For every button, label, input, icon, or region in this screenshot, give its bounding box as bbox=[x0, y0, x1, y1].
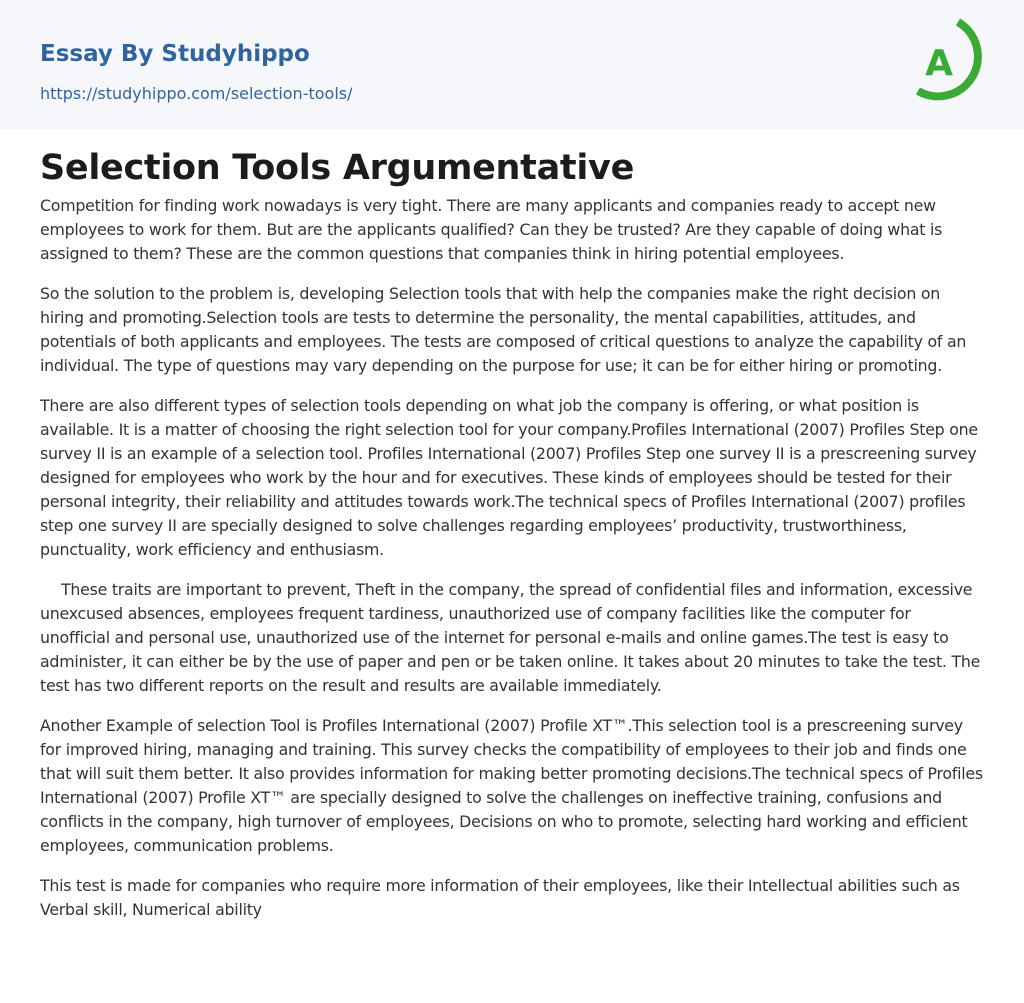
studyhippo-logo-icon[interactable] bbox=[910, 17, 988, 107]
essay-paragraph: Competition for finding work nowadays is very tight. There are many applicants and companies ready to accept new employees to work for them. But are the applicants qualified? Can they be trusted? Are they capable of doing what is assigned to them? These are the common questions that companies think in hiring potential employees. bbox=[40, 196, 943, 263]
essay-paragraph: So the solution to the problem is, developing Selection tools that with help the companies make the right decision on hiring and promoting.Selection tools are tests to determine the personality, the mental capabilities, attitudes, and potentials of both applicants and employees. The tests are composed of critical questions to analyze the capability of an individual. The type of questions may vary depending on the purpose for use; it can be for either hiring or promoting. bbox=[40, 284, 967, 375]
site-title: Essay By Studyhippo bbox=[40, 41, 310, 67]
essay-paragraph: This test is made for companies who require more information of their employees, like their Intellectual abilities such as Verbal skill, Numerical ability bbox=[40, 876, 960, 919]
essay-paragraph: Another Example of selection Tool is Profiles International (2007) Profile XT™.This selection tool is a prescreening survey for improved hiring, managing and training. This survey checks the compatibility of employees to their job and finds one that will suit them better. It also provides information for making better promoting decisions.The technical specs of Profiles International (2007) Profile XT™ are specially designed to solve the challenges on ineffective training, confusions and conflicts in the company, high turnover of employees, Decisions on who to promote, selecting hard working and efficient employees, communication problems. bbox=[40, 716, 983, 855]
essay-paragraph: These traits are important to prevent, Theft in the company, the spread of confidential files and information, excessive unexcused absences, employees frequent tardiness, unauthorized use of company facilities like the computer for unofficial and personal use, unauthorized use of the internet for personal e-mails and online games.The test is easy to administer, it can either be by the use of paper and pen or be taken online. It takes about 20 minutes to take the test. The test has two different reports on the result and results are available immediately. bbox=[40, 580, 981, 695]
essay-paragraph: There are also different types of selection tools depending on what job the company is offering, or what position is available. It is a matter of choosing the right selection tool for your company.Profiles International (2007) Profiles Step one survey II is an example of a selection tool. Profiles International (2007) Profiles Step one survey II is a prescreening survey designed for employees who work by the hour and for executives. These kinds of employees should be tested for their personal integrity, their reliability and attitudes towards work.The technical specs of Profiles International (2007) profiles step one survey II are specially designed to solve challenges regarding employees’ productivity, trustworthiness, punctuality, work efficiency and enthusiasm. bbox=[40, 396, 978, 559]
essay-title: Selection Tools Argumentative bbox=[40, 148, 635, 188]
essay-content bbox=[40, 144, 984, 922]
logo-letter: A bbox=[925, 43, 953, 84]
page-header bbox=[0, 0, 1024, 129]
essay-url-link[interactable]: https://studyhippo.com/selection-tools/ bbox=[40, 84, 353, 103]
